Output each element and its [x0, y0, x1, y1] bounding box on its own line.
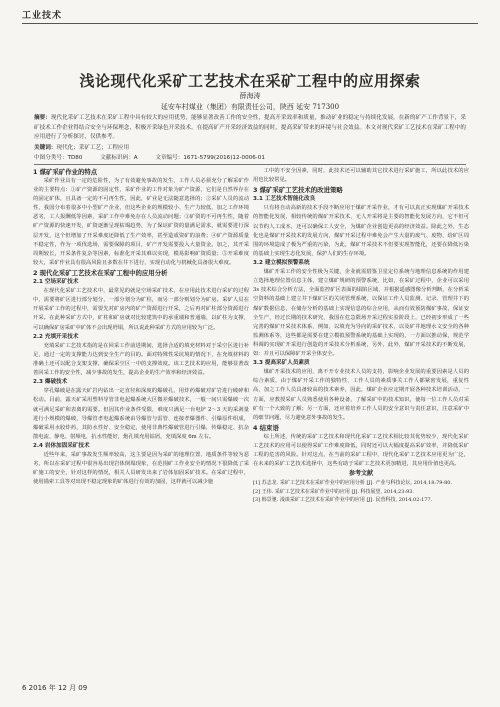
references-heading: 参考文献	[348, 470, 373, 478]
section-heading: 2 现代化采矿工艺技术在采矿工程中的应用分析	[33, 268, 168, 277]
article-affiliation: 延安车村煤业（集团）有限责任公司，陕西 延安 717300	[160, 103, 340, 111]
paragraph: 工中的不安全因素，同时，此技术还可以辅助其它技术进行采矿施工，所以此技术的应用也比较常见。	[253, 168, 469, 184]
header-rule	[22, 23, 478, 24]
subsection-heading: 2.2 充填开采技术	[33, 333, 79, 340]
paragraph: 穿孔爆破是在露天矿岩内钻出一定直径和深度的爆破孔，用炸药爆破对矿岩进行破碎和松动。目前，露天矿采用塑料导管非电起爆系统大区微差爆破技术，一般一间只需爆破一次就可满足采矿和表离的需要。但因其作业条件受限，难度只满足一台电铲 2～3 天的采剥量进行小规模的爆破，导爆管孝电起爆系统由导爆管与雷管、连接孝爆器件、引爆原件组成，爆破采用水胶炸药，其防水性好、安全稳定，使用非典性爆破管进行引爆，传爆稳定、抗杂散电流、静电、射频电，抗水性能好，炮孔填充用钻屑，充填深度 6m 左右。	[33, 388, 249, 440]
meta-rule	[34, 164, 466, 165]
keywords	[34, 143, 466, 151]
subsection-heading: 3.1 工艺技术智能化改良	[253, 196, 316, 203]
abstract-label: 摘要：	[34, 115, 51, 121]
paragraph: 煤矿开采技术的应用，离不开专业技术人员的支持，影响企业发展的重要因素是人员的综合素质，由于煤矿开采工作的独特性，工作人员的素质事关工作人都紧密发展，重复性高，加之工作人员具备较高的技术素养，因此，煤矿企业应定期开展各种技术培训活动，一方面，应教授采矿人员熟悉使用各种设备，了解采矿中的技术知识，使每一位工作人员对采矿有一个大致的了解；另一方面，还应着培养工作人员的安全意识与责任意识，注意采矿中的细节问题，尽力避免意外事故的发生。	[253, 369, 469, 421]
reference-item: [1] 苏志龙. 采矿工艺技术在采矿作业中的应用分析 [J]. 产业与科技论坛, 2014,18:79-80.	[253, 480, 453, 487]
abstract	[34, 114, 466, 143]
section-header: 工业技术	[22, 11, 63, 21]
subsection-heading: 2.1 空场采矿技术	[33, 278, 79, 285]
paragraph: 采矿作业具有一定的危险性，为了有效避免事故的发生，工作人员必须充分了解采矿作业的主要特点：①矿产资源的固定性，采矿作业的工作对象为矿产资源，它们是自然界存在的固定矿体，且具备一定的不可再生性，因此，矿业是无法随意选择的；②采矿人员的流动性，我国分布着很多中小型矿产企业，但这些企业的规模较小、生产力较低，加之工作环境恶劣，工人报酬低等因素，采矿工作中难免存在人员流动问题；③矿资的不可再生性，随着矿产资源的快速开发，矿资逐渐呈现枯竭趋势，为了保证矿资的量满足需求，就需要进行深层开发，这个但增加了开采难度还降低了生产效率，甚至造成资矿的浪费；④矿产资源质量不稳定性，作为一项伐选场，需要保障的项目，矿产开发需要投入大量资金。加之，其开采周期较长，开采条件复杂等因素，标准化开采其难以实现，模易影响矿资质量；⑤开采难度较大，采矿作业具有很高风险且多数在井下进行，实现自动化与机械化具备很大难度。	[33, 178, 249, 266]
section-heading: 1 煤矿采矿作业的特点	[33, 168, 98, 176]
left-column	[33, 167, 249, 677]
paragraph: 充填采矿工艺技术指的是在回采工作前进期间，选择合适的填充材料对于采空区进行补足，通过一定的支撑能力达到安全生产的目的。面对特殊性采坑境的情况下，在充填材料的准确上还可以配合支架支撑，确保采空区一中的支撑效度。该工艺技术的应用，能够显著改善回采工作的安全性，减少事故的发生，提高企业的生产效率和经济效益。	[33, 342, 249, 377]
subsection-heading: 2.3 爆破技术	[33, 379, 68, 386]
paragraph: 只有将自动高新的技术手段不断应用于煤矿开采作业，才有可以真正实现煤矿开采技术的智能化发展，相较传统的煤矿开采技术，无人开采将是主要的智能化发展方向，它不但可以节约人工成本，还可以确保工人安全，为煤矿企业创造更高的经济效益。除此之外，生态化也是煤矿开采技术的发展方向，煤矿开采过程中难免会产生大量的废气、废物，给矿区周围的环境造成了极为严重的污染，为此，煤矿开采技术不但要实现智能化，还要在降低污染的基础上实现生态化发展，保护人们的生存环境。	[253, 205, 469, 257]
article-author: 薛海涛	[239, 92, 261, 100]
reference-item: [3] 韩景驰. 浅谈采矿工艺技术在采矿作业中的应用 [J]. 民营科技, 2014,02:177.	[253, 497, 433, 504]
article-number: 文章编号：1671-5799(2016)12-0006-01	[155, 155, 265, 161]
paragraph: 煤矿开采工作的安全性极为关键，企业就需借鉴卫星定位系统与地理信息系统的作用建立选择地理位置信息主体，建立煤矿规研的预警系统，比如，在采矿过程中，企业可以采用 3s 技术综合分析方法，全面监控矿区表面的塌陷区域，并根据遥感图像分析判断，在分析采空资料的基础上建立井下煤矿区的关闭管理系统，以保证工作人员监测、记录、管理井下的煤矿数据信息，在储存分析的基础上实现信息的综合应用，从而有效预防煤矿事故，保证安全生产，经过长期的技术研究，我国在危急限场开采过程实验阶段上，已经初步形成了一些完善的煤矿开采技术体系，例如，以填充为导向的采矿技术，以及矿井地理水文安全的各种监测体系等，这些都是需要在建立模拟预警系统的基础上实现的，一方面以推动保，规范学科调的实现矿开采进行创造的开采技术分析系统，另外，此外，煤矿开采技术的不断发展，如：并且可以保障矿开采全体安全。	[253, 269, 469, 357]
article-title: 浅论现代化采矿工艺技术在采矿工程中的应用探索	[79, 72, 421, 90]
article-meta	[34, 153, 466, 161]
subsection-heading: 3.2 建立模拟预警系统	[253, 259, 310, 266]
reference-item: [2] 王伟. 采矿工艺技术在采矿作业中的应用 [J]. 科技展望, 2014,23:93.	[253, 488, 415, 495]
paragraph: 综上所述，传统的采矿工艺技术和现代化采矿工艺技术相比较其优势较少，现代化采矿工艺技术的应用可以使得采矿工作难度降低，同时还可以大幅度提高采矿效率，并降低采矿工程的危害的风险。针对这点，在当前的采矿工程中，现代化采矿工艺技术应用更为广泛，在未来的采矿工艺技术选择中，这些有助于采矿工艺技术更加精进，其应用价值也更高。	[253, 433, 469, 468]
paragraph: 在现代化采矿工艺技术中，最常见的就是空场采矿技术，在应用此技术进行采矿的过程中，需要将矿区进行部分划分，一部分划分为矿柱，而另一部分则划分为矿房。采矿人员在开展采矿工作的过程中，需要先对矿房内的矿产资源进行开采，之后再对矿柱部分资源进行开采。在此种采矿方式中，矿柱和矿房就对比较建筑中的承重墙和普通墙，以矿柱为支撑，可以确保矿房采矿中矿体不会出现坍塌，所以说此种采矿方式的应用较为广泛。	[33, 288, 249, 331]
section-heading: 4 结束语	[253, 423, 279, 432]
doc-code: 文献标识码：A	[100, 155, 138, 161]
subsection-heading: 3.3 提高采矿人员素质	[253, 360, 310, 367]
keywords-label: 关键词：	[34, 145, 57, 151]
abstract-text: 现代化采矿工艺技术在采矿工程中具有较大的应用优势，能够显著改善工作的安全性，提高开采效率和质量，推动矿业的稳定与持续化发展。在新的矿产工作背景下，采矿技术工作企业得结合安全与环保理念，积极开采绿色开采技术。在提高矿产开采经济效益的同时，提高采矿带来的环境与社会效益。本文对现代采矿工艺技术在采矿工程中的应用进行了分析探讨，仅供参考。	[34, 115, 466, 140]
subsection-heading: 2.4 岩体加固采矿技术	[33, 442, 90, 449]
paragraph: 近些年来，采矿事故发生频率较高，这主要是因为采矿的地理位置、地质条件等较为恶劣，所以在采矿过程中很容易出现岩体倒塌现象，在范围矿工作业安全的情况下很降低了采矿施工的安全，针对这样的情况，相关人员研发出来了岩体加固采矿技术。在采矿过程中，使用锚索工具等对出现不稳定现象的矿体进行有效的加固，这样就可以减少施	[33, 452, 249, 486]
page-footer: 6 2016 年 12 月 09	[22, 684, 88, 692]
clc-number: 中图分类号：TD80	[34, 155, 83, 161]
keywords-text: 现代化；采矿工艺；工程应用	[56, 145, 130, 151]
right-column	[253, 167, 469, 677]
section-heading: 3 煤矿采矿工艺技术的改进策略	[253, 186, 343, 195]
